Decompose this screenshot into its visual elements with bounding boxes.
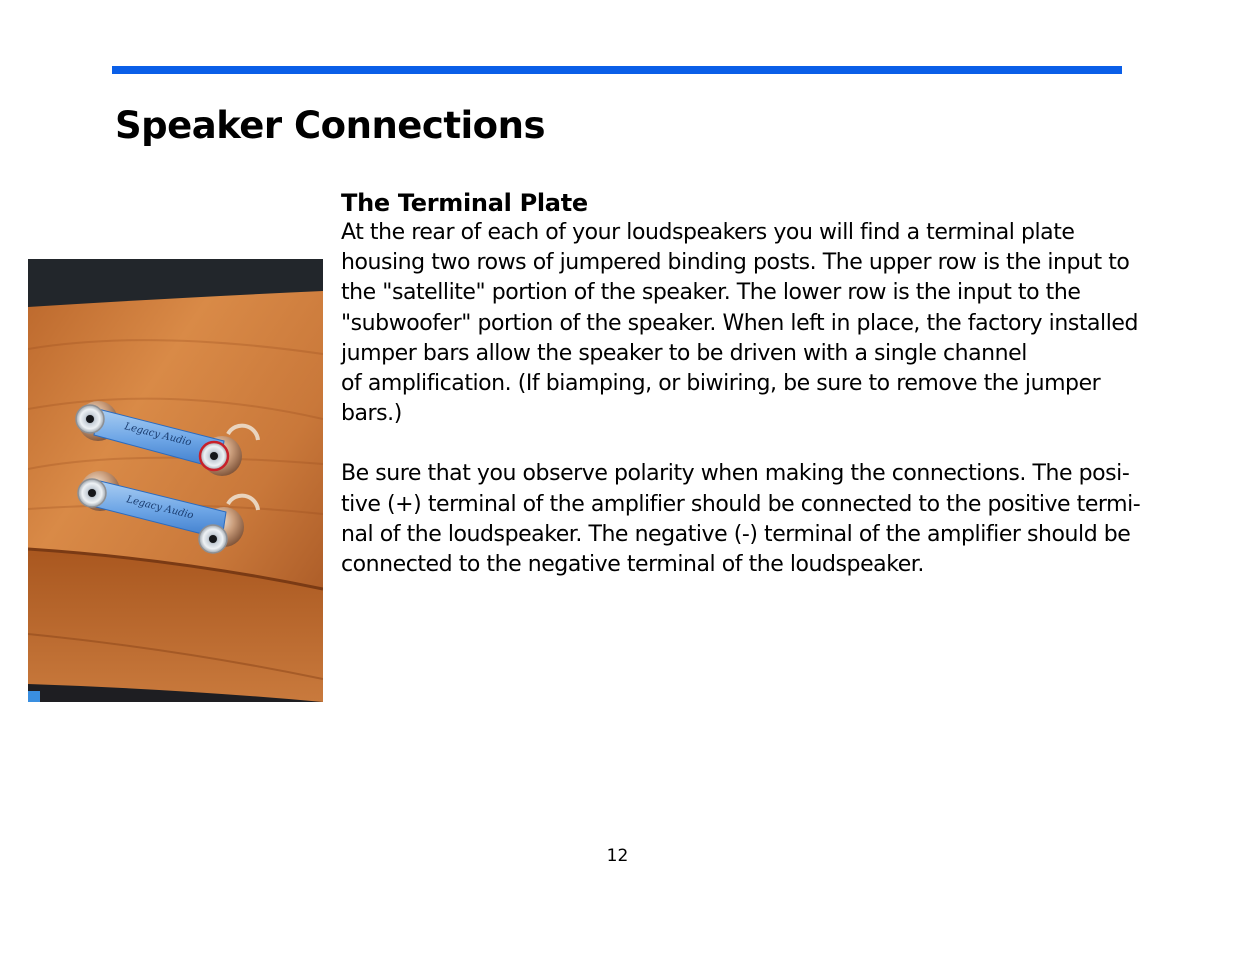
jumper-label-lower: Legacy Audio <box>125 494 195 522</box>
jumper-label-upper: Legacy Audio <box>123 421 193 449</box>
paragraph-polarity <box>341 459 1191 580</box>
text-line: the "satellite" portion of the speaker. The lower row is the input to the <box>341 280 1081 306</box>
text-line: At the rear of each of your loudspeakers you will find a terminal plate <box>341 220 1075 245</box>
content-column <box>341 188 1191 580</box>
text-line: tive (+) terminal of the amplifier should be connected to the positive termi- <box>341 491 1141 517</box>
top-rule <box>112 66 1122 74</box>
paragraph-terminal-plate <box>341 218 1191 429</box>
text-line: connected to the negative terminal of the loudspeaker. <box>341 552 924 578</box>
terminal-plate-photo <box>28 259 323 702</box>
text-line: jumper bars allow the speaker to be driven with a single channel <box>341 340 1027 366</box>
page-title: Speaker Connections <box>115 104 545 147</box>
text-line: nal of the loudspeaker. The negative (-) terminal of the amplifier should be <box>341 521 1131 547</box>
section-heading: The Terminal Plate <box>341 189 588 217</box>
text-line: Be sure that you observe polarity when making the connections. The posi- <box>341 461 1130 487</box>
text-line: of amplification. (If biamping, or biwiring, be sure to remove the jumper <box>341 371 1101 397</box>
text-line: bars.) <box>341 401 402 427</box>
text-line: housing two rows of jumpered binding posts. The upper row is the input to <box>341 250 1130 276</box>
page-number: 12 <box>606 846 629 866</box>
text-line: "subwoofer" portion of the speaker. When left in place, the factory installed <box>341 310 1138 336</box>
